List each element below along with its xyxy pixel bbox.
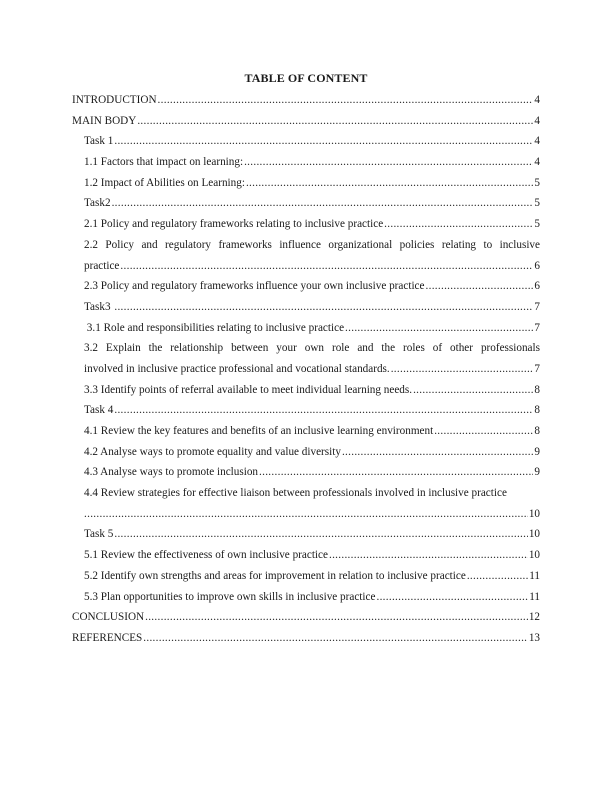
leader-dots <box>137 111 533 132</box>
toc-entry-conclusion[interactable] <box>72 607 540 628</box>
toc-entry-1-1[interactable] <box>72 152 540 173</box>
leader-dots <box>114 400 533 421</box>
toc-entry-label-line2: involved in inclusive practice professional and vocational standards. <box>84 362 390 375</box>
toc-entry-label: 4.2 Analyse ways to promote equality and value diversity <box>84 445 341 458</box>
table-of-contents <box>72 90 540 649</box>
leader-dots <box>342 442 533 463</box>
toc-entry-introduction[interactable] <box>72 90 540 111</box>
leader-dots <box>84 504 528 525</box>
toc-entry-label: Task 1 <box>84 135 114 148</box>
leader-dots <box>145 607 528 628</box>
toc-entry-label: Task3 <box>84 300 114 313</box>
toc-entry-5-1[interactable] <box>72 545 540 566</box>
toc-entry-label: 1.1 Factors that impact on learning: <box>84 156 244 169</box>
toc-entry-label: 2.1 Policy and regulatory frameworks relating to inclusive practice <box>84 218 384 231</box>
toc-page-number: 4 <box>534 156 540 169</box>
leader-dots <box>246 173 533 194</box>
toc-entry-label: INTRODUCTION <box>72 94 157 106</box>
toc-entry-label-line1: 3.2 Explain the relationship between your own role and the roles of other professionals <box>84 342 540 355</box>
leader-dots <box>114 131 533 152</box>
leader-dots <box>114 524 527 545</box>
toc-page-number: 4 <box>534 135 540 148</box>
leader-dots <box>434 421 533 442</box>
toc-page-number: 10 <box>528 549 540 562</box>
leader-dots <box>114 297 533 318</box>
toc-entry-5-3[interactable] <box>72 587 540 608</box>
toc-page-number: 12 <box>528 611 540 624</box>
toc-entry-4-3[interactable] <box>72 462 540 483</box>
toc-entry-main-body[interactable] <box>72 111 540 132</box>
toc-entry-task-3[interactable] <box>72 297 540 318</box>
toc-entry-3-1[interactable] <box>72 318 540 339</box>
leader-dots <box>467 566 528 587</box>
toc-entry-label: 5.1 Review the effectiveness of own inclusive practice <box>84 549 328 562</box>
toc-page-number: 10 <box>528 507 540 520</box>
toc-page-number: 4 <box>534 94 540 106</box>
leader-dots <box>345 318 533 339</box>
toc-entry-5-2[interactable] <box>72 566 540 587</box>
leader-dots <box>259 462 533 483</box>
toc-page-number: 8 <box>534 383 540 396</box>
toc-entry-label: CONCLUSION <box>72 611 145 624</box>
toc-page-number: 7 <box>534 362 540 375</box>
toc-entry-label-line1: 2.2 Policy and regulatory frameworks influence organizational policies relating to inclusive <box>84 238 540 251</box>
toc-entry-label: 4.3 Analyse ways to promote inclusion <box>84 466 259 479</box>
leader-dots <box>391 359 534 380</box>
toc-entry-label: 5.3 Plan opportunities to improve own skills in inclusive practice <box>84 590 376 603</box>
leader-dots <box>426 276 534 297</box>
leader-dots <box>376 587 528 608</box>
leader-dots <box>413 380 533 401</box>
toc-page-number: 11 <box>529 590 540 603</box>
leader-dots <box>329 545 528 566</box>
leader-dots <box>244 152 533 173</box>
toc-title: TABLE OF CONTENT <box>244 71 368 85</box>
toc-page-number: 8 <box>534 404 540 417</box>
toc-page-number: 6 <box>534 280 540 293</box>
toc-page-number: 9 <box>534 445 540 458</box>
toc-page-number: 8 <box>534 425 540 437</box>
toc-entry-4-2[interactable] <box>72 442 540 463</box>
toc-entry-label: Task 4 <box>84 404 114 417</box>
toc-page-number: 11 <box>529 569 540 582</box>
toc-entry-4-1[interactable] <box>72 421 540 442</box>
toc-entry-label: MAIN BODY <box>72 114 137 127</box>
toc-page-number: 13 <box>528 631 540 644</box>
toc-entry-task-5[interactable] <box>72 524 540 545</box>
toc-page-number: 5 <box>534 197 540 210</box>
toc-entry-3-2[interactable] <box>72 338 540 379</box>
toc-entry-label: Task2 <box>84 197 111 210</box>
leader-dots <box>143 628 528 649</box>
toc-entry-task-2[interactable] <box>72 193 540 214</box>
leader-dots <box>158 90 534 111</box>
leader-dots <box>120 256 533 277</box>
toc-entry-label: 4.1 Review the key features and benefits of an inclusive learning environment <box>84 425 434 437</box>
toc-entry-2-3[interactable] <box>72 276 540 297</box>
toc-page-number: 5 <box>534 176 540 189</box>
toc-entry-label: 5.2 Identify own strengths and areas for improvement in relation to inclusive practice <box>84 569 466 582</box>
toc-entry-label: 3.1 Role and responsibilities relating to inclusive practice <box>84 321 345 334</box>
toc-entry-2-1[interactable] <box>72 214 540 235</box>
toc-page-number: 10 <box>528 528 540 541</box>
toc-entry-1-2[interactable] <box>72 173 540 194</box>
toc-page-number: 5 <box>534 218 540 231</box>
toc-entry-3-3[interactable] <box>72 380 540 401</box>
toc-page-number: 6 <box>534 259 540 272</box>
toc-entry-label: 2.3 Policy and regulatory frameworks influence your own inclusive practice <box>84 280 425 293</box>
toc-page-number: 7 <box>534 321 540 334</box>
toc-page-number: 9 <box>534 466 540 479</box>
toc-entry-label-line1: 4.4 Review strategies for effective liaison between professionals involved in inclusive practice <box>84 487 507 500</box>
toc-entry-2-2[interactable] <box>72 235 540 276</box>
toc-entry-4-4[interactable] <box>72 483 540 524</box>
toc-entry-label-line2: practice <box>84 259 120 272</box>
toc-page-number: 7 <box>534 300 540 313</box>
toc-entry-label: 3.3 Identify points of referral available to meet individual learning needs. <box>84 383 413 396</box>
toc-entry-label: 1.2 Impact of Abilities on Learning: <box>84 176 245 189</box>
toc-entry-task-1[interactable] <box>72 131 540 152</box>
toc-entry-references[interactable] <box>72 628 540 649</box>
toc-entry-task-4[interactable] <box>72 400 540 421</box>
leader-dots <box>112 193 534 214</box>
leader-dots <box>384 214 533 235</box>
toc-entry-label: REFERENCES <box>72 631 143 644</box>
toc-entry-label: Task 5 <box>84 528 114 541</box>
toc-page-number: 4 <box>534 114 540 127</box>
